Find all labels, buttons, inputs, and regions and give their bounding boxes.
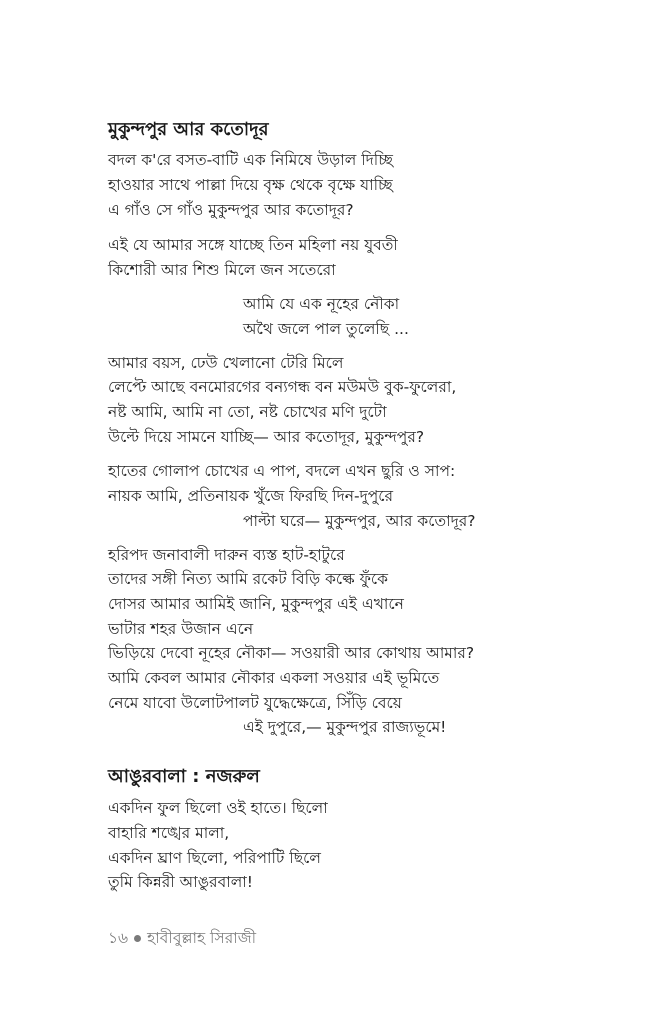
poem-line: এ গাঁও সে গাঁও মুকুন্দপুর আর কতোদূর? (108, 201, 354, 219)
poem-line-indented: অথৈ জলে পাল তুলেছি ... (243, 320, 409, 338)
page-footer (108, 931, 256, 947)
poem-line: নায়ক আমি, প্রতিনায়ক খুঁজে ফিরছি দিন-দুপুরে (108, 487, 393, 505)
poem-line: হাতের গোলাপ চোখের এ পাপ, বদলে এখন ছুরি ও সাপ: (108, 462, 456, 480)
poem-line: একদিন ফুল ছিলো ওই হাতে। ছিলো (108, 799, 328, 817)
poem-line: হরিপদ জনাবালী দারুন ব্যস্ত হাট-হাটুরে (108, 546, 345, 564)
poem-line: ভিড়িয়ে দেবো নূহের নৌকা— সওয়ারী আর কোথায় আমার? (108, 644, 475, 662)
poem-line: নেমে যাবো উলোটপালট যুদ্ধেক্ষেত্রে, সিঁড়ি বেয়ে (108, 694, 402, 712)
poem-line-indented: আমি যে এক নূহের নৌকা (243, 295, 400, 313)
poem-line: একদিন ঘ্রাণ ছিলো, পরিপাটি ছিলে (108, 849, 321, 867)
poem-line: বাহারি শঙ্খের মালা, (108, 824, 230, 842)
poem-line: দোসর আমার আমিই জানি, মুকুন্দপুর এই এখানে (108, 595, 404, 613)
poem-line-indented: এই দুপুরে,— মুকুন্দপুর রাজ্যভূমে! (243, 718, 447, 736)
poem-line: এই যে আমার সঙ্গে যাচ্ছে তিন মহিলা নয় যুবতী (108, 236, 398, 254)
poem-line: কিশোরী আর শিশু মিলে জন সতেরো (108, 261, 336, 279)
poem-line: আমি কেবল আমার নৌকার একলা সওয়ার এই ভূমিতে (108, 669, 440, 687)
poem-line: হাওয়ার সাথে পাল্লা দিয়ে বৃক্ষ থেকে বৃক্ষে যাচ্ছি (108, 176, 393, 194)
page-number: ১৬ (108, 929, 129, 947)
poem-line: বদল ক'রে বসত-বাটি এক নিমিষে উড়াল দিচ্ছি (108, 151, 393, 169)
poem-line: ভাটার শহর উজান এনে (108, 620, 254, 638)
poem-line: নষ্ট আমি, আমি না তো, নষ্ট চোখের মণি দুটো (108, 403, 387, 421)
poem-line-indented: পাল্টা ঘরে— মুকুন্দপুর, আর কতোদূর? (243, 512, 476, 530)
poem-title: আঙুরবালা : নজরুল (108, 766, 260, 787)
poem-line: তাদের সঙ্গী নিত্য আমি রকেট বিড়ি কল্কে ফুঁকে (108, 570, 388, 588)
poem-line: আমার বয়স, ঢেউ খেলানো টেরি মিলে (108, 354, 344, 372)
poem-line: তুমি কিন্নরী আঙুরবালা! (108, 873, 253, 891)
poem-line: উল্টে দিয়ে সামনে যাচ্ছি— আর কতোদূর, মুকুন্দপুর? (108, 428, 425, 446)
poem-line: লেপ্টে আছে বনমোরগের বন্যগন্ধ বন মউমউ বুক-ফুলেরা, (108, 378, 457, 396)
author-name: হাবীবুল্লাহ সিরাজী (147, 929, 257, 947)
poem-title: মুকুন্দপুর আর কতোদূর (108, 119, 269, 140)
bullet-icon (134, 935, 141, 942)
